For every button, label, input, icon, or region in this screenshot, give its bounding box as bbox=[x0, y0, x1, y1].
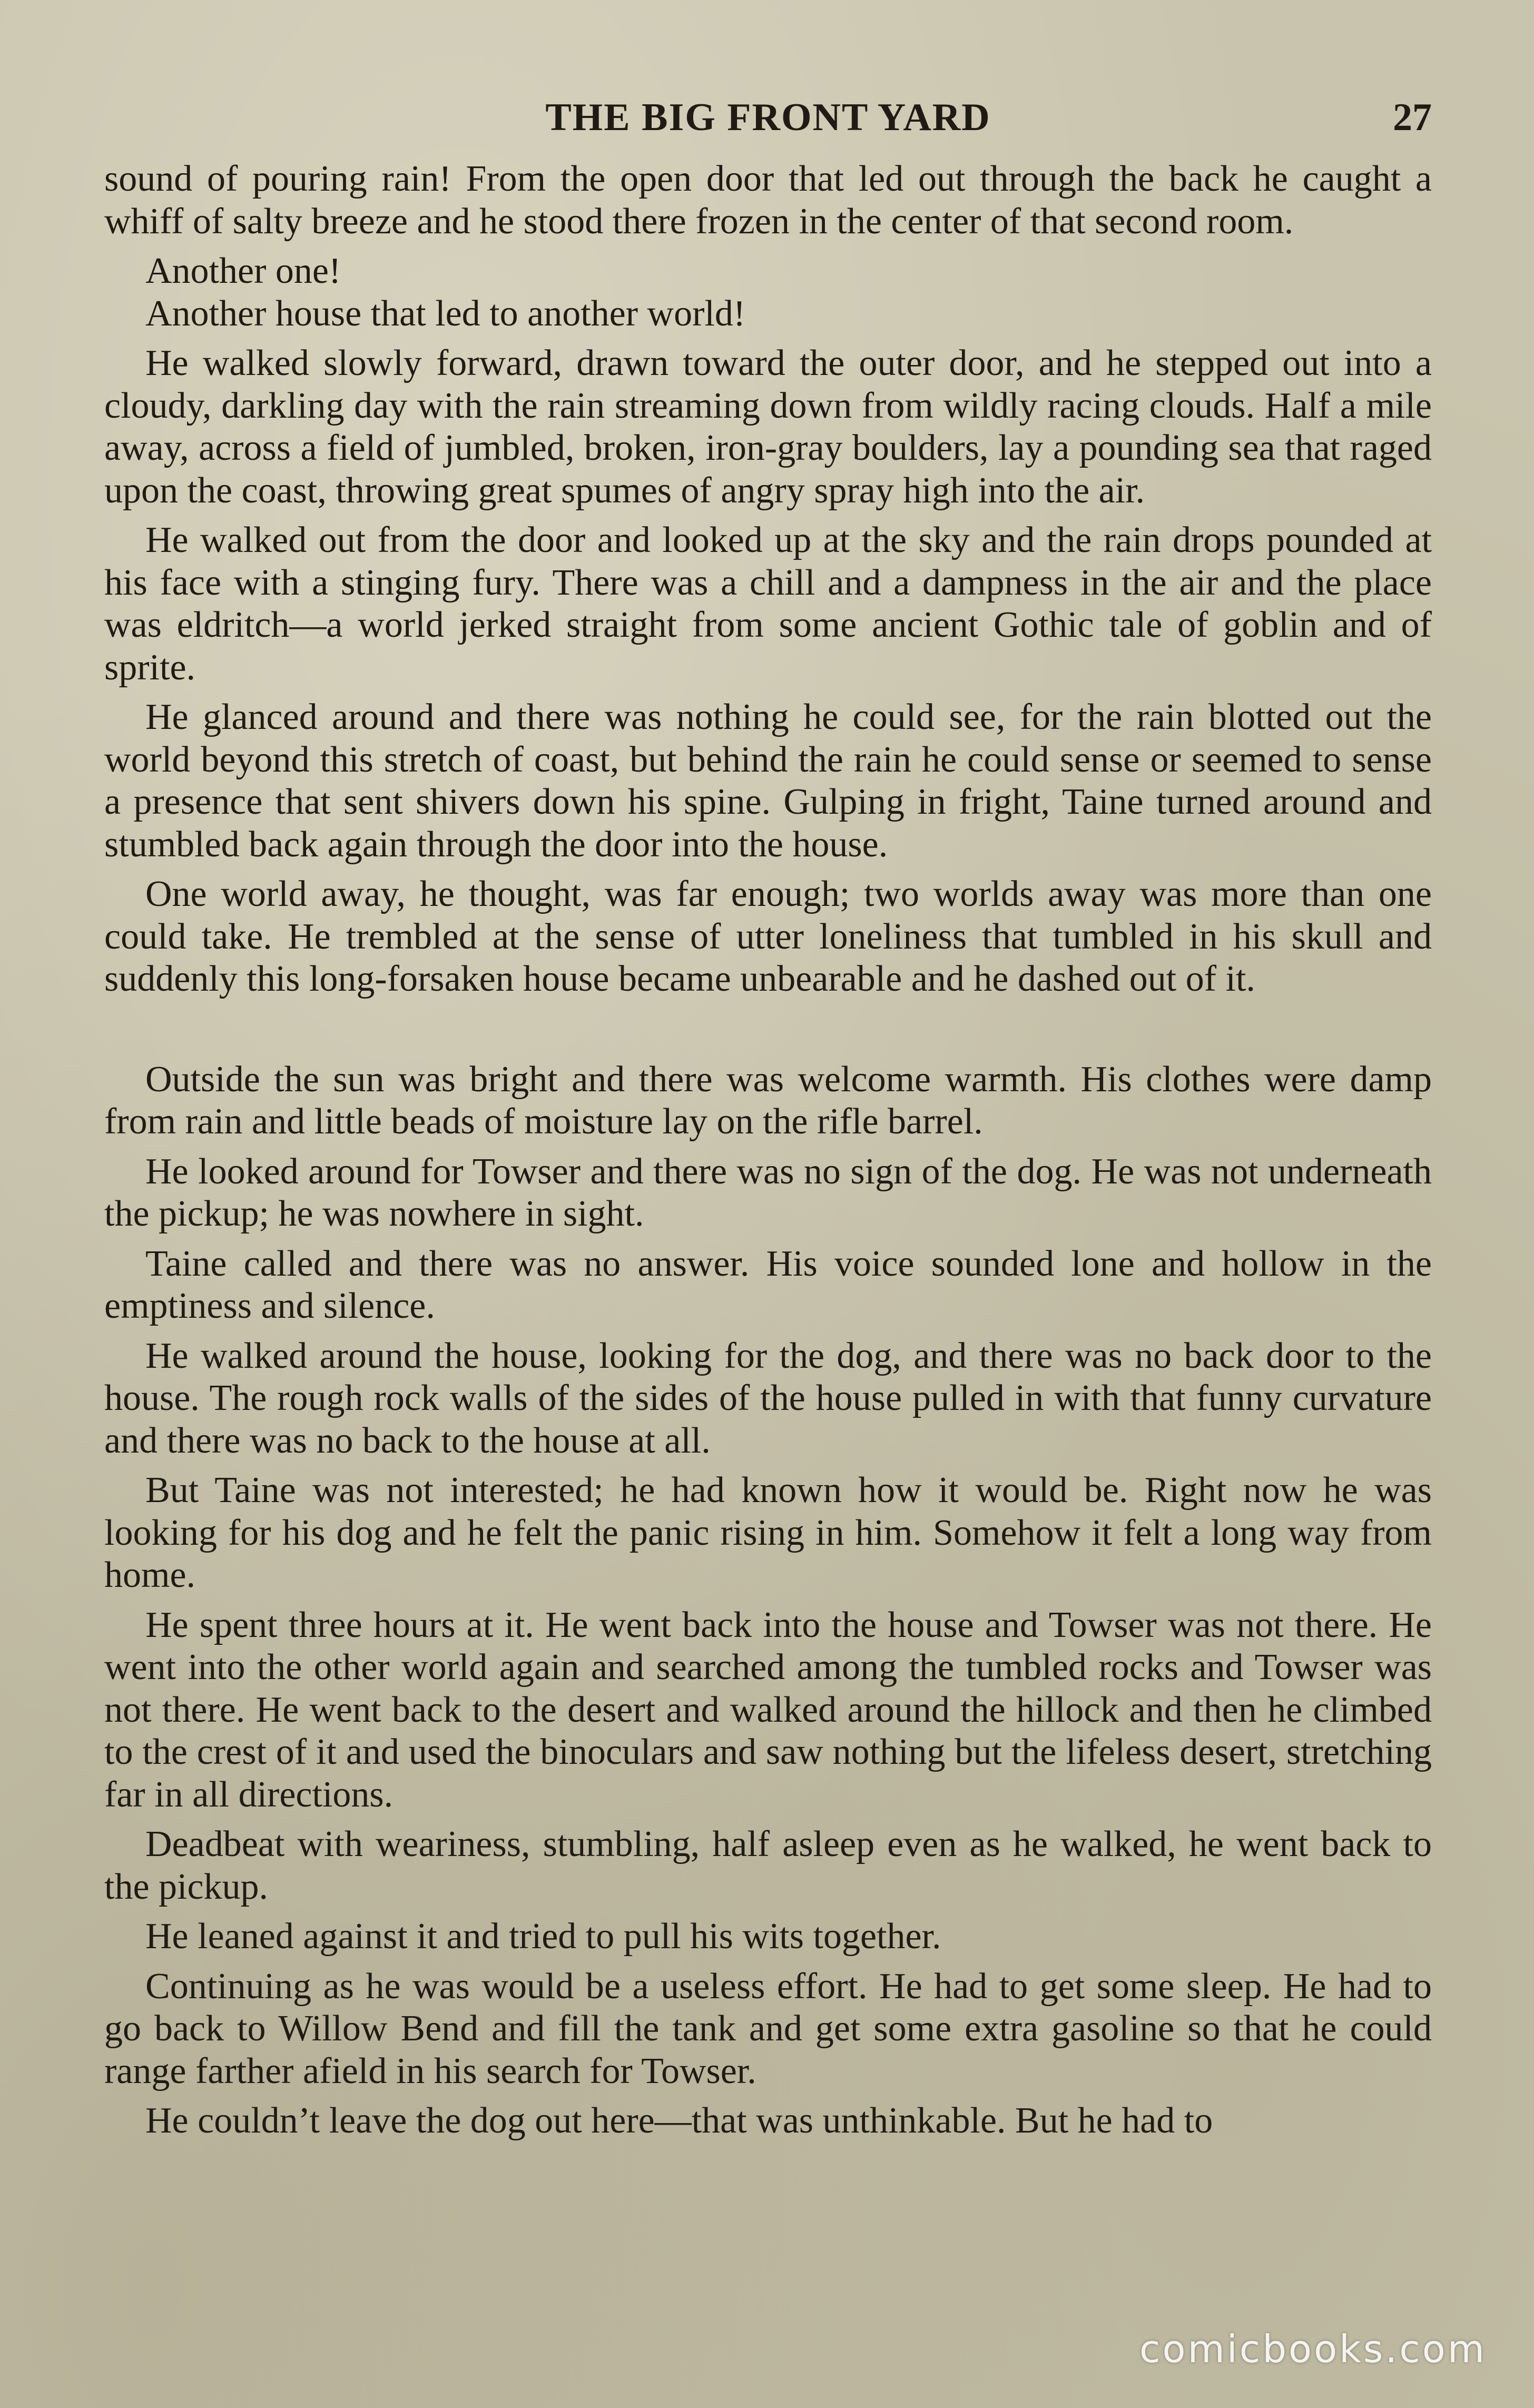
paragraph: Outside the sun was bright and there was welcome warmth. His clothes were damp from rain and little beads of moisture lay on the rifle barrel. bbox=[104, 1059, 1432, 1142]
paragraph: He walked around the house, looking for the dog, and there was no back door to the house. The rough rock walls of the sides of the house pulled in with that funny curvature and there was no back to the house at all. bbox=[104, 1335, 1432, 1461]
paragraph: He spent three hours at it. He went back into the house and Towser was not there. He went into the other world again and searched among the tumbled rocks and Towser was not there. He went back to the desert and walked around the hillock and then he climbed to the crest of it and used the binoculars and saw nothing but the lifeless desert, stretching far in all directions. bbox=[104, 1604, 1432, 1815]
paragraph: He walked slowly forward, drawn toward the outer door, and he stepped out into a cloudy, darkling day with the rain streaming down from wildly racing clouds. Half a mile away, across a field of jumbled, broken, iron-gray boulders, lay a pounding sea that raged upon the coast, throwing great spumes of angry spray high into the air. bbox=[104, 343, 1432, 511]
page-number: 27 bbox=[1393, 96, 1432, 139]
watermark: comicbooks.com bbox=[1139, 2327, 1487, 2371]
paragraph: Another house that led to another world! bbox=[145, 293, 746, 334]
paragraph: Another one! bbox=[145, 251, 341, 291]
paragraph: He couldn’t leave the dog out here—that was unthinkable. But he had to bbox=[145, 2100, 1213, 2141]
paragraph: He walked out from the door and looked up at the sky and the rain drops pounded at his face with a stinging fury. There was a chill and a dampness in the air and the place was eldritch—a world jerked straight from some ancient Gothic tale of goblin and of sprite. bbox=[104, 520, 1432, 688]
paragraph: He leaned against it and tried to pull his wits together. bbox=[145, 1916, 941, 1957]
body-text bbox=[104, 158, 1432, 2150]
running-head bbox=[104, 88, 1432, 146]
paragraph: He looked around for Towser and there was no sign of the dog. He was not underneath the pickup; he was nowhere in sight. bbox=[104, 1151, 1432, 1234]
paragraph: He glanced around and there was nothing he could see, for the rain blotted out the world beyond this stretch of coast, but behind the rain he could sense or seemed to sense a presence that sent shivers down his spine. Gulping in fright, Taine turned around and stumbled back again through the door into the house. bbox=[104, 697, 1432, 865]
paragraph: Continuing as he was would be a useless effort. He had to get some sleep. He had to go back to Willow Bend and fill the tank and get some extra gasoline so that he could range farther afield in his search for Towser. bbox=[104, 1966, 1432, 2091]
running-title: THE BIG FRONT YARD bbox=[545, 96, 991, 139]
paragraph: Deadbeat with weariness, stumbling, half asleep even as he walked, he went back to the pickup. bbox=[104, 1824, 1432, 1907]
paragraph: sound of pouring rain! From the open door that led out through the back he caught a whiff of salty breeze and he stood there frozen in the center of that second room. bbox=[104, 159, 1432, 242]
paragraph: But Taine was not interested; he had known how it would be. Right now he was looking for his dog and he felt the panic rising in him. Somehow it felt a long way from home. bbox=[104, 1470, 1432, 1595]
paragraph: Taine called and there was no answer. His voice sounded lone and hollow in the emptiness and silence. bbox=[104, 1243, 1432, 1326]
paragraph: One world away, he thought, was far enough; two worlds away was more than one could take. He trembled at the sense of utter loneliness that tumbled in his skull and suddenly this long-forsaken house became unbearable and he dashed out of it. bbox=[104, 874, 1432, 999]
